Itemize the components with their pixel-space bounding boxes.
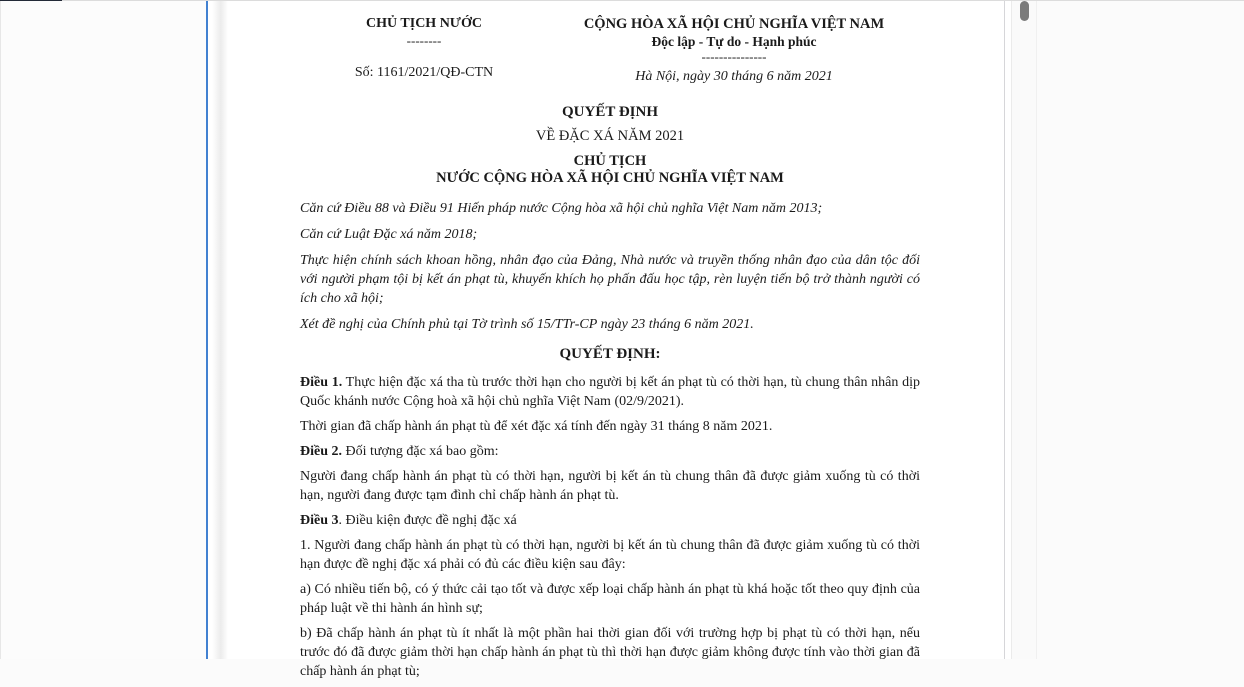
header-issuer-column: [300, 15, 548, 86]
national-title: CỘNG HÒA XÃ HỘI CHỦ NGHĨA VIỆT NAM: [583, 16, 885, 32]
authority-line-1: CHỦ TỊCH: [573, 153, 647, 169]
article-paragraph: [300, 511, 920, 530]
article-text: a) Có nhiều tiến bộ, có ý thức cải tạo tốt và được xếp loại chấp hành án phạt tù khá hoặc tốt theo quy định của pháp luật về thi hành án hình sự;: [300, 582, 920, 616]
article-text: Thời gian đã chấp hành án phạt tù để xét đặc xá tính đến ngày 31 tháng 8 năm 2021.: [300, 419, 773, 434]
decree-heading: QUYẾT ĐỊNH:: [559, 346, 661, 362]
article-text: Người đang chấp hành án phạt tù có thời hạn, người bị kết án tù chung thân đã được giảm xuống tù có thời hạn, người đang được tạm đình chỉ chấp hành án phạt tù.: [300, 469, 920, 503]
left-pane: [0, 1, 206, 659]
document-title-block: [300, 102, 920, 187]
article-paragraph: [300, 417, 920, 436]
document-number: Số: 1161/2021/QĐ-CTN: [354, 65, 494, 80]
article-lead: Điều 2.: [300, 444, 342, 459]
document-page: [208, 1, 1005, 679]
issuer-name: CHỦ TỊCH NƯỚC: [366, 16, 482, 31]
article-paragraph: [300, 536, 920, 574]
issuer-separator: --------: [406, 33, 442, 48]
preamble-section: [300, 199, 920, 334]
preamble-paragraph: Căn cứ Điều 88 và Điều 91 Hiến pháp nước Cộng hòa xã hội chủ nghĩa Việt Nam năm 2013;: [300, 201, 823, 216]
preamble-paragraph: Căn cứ Luật Đặc xá năm 2018;: [300, 227, 478, 242]
article-paragraph: [300, 373, 920, 411]
article-paragraph: [300, 624, 920, 681]
scrollbar-thumb[interactable]: [1020, 1, 1029, 21]
article-text: 1. Người đang chấp hành án phạt tù có thời hạn, người bị kết án tù chung thân đã được giảm xuống tù có thời hạn được đề nghị đặc xá phải có đủ các điều kiện sau đây:: [300, 538, 920, 572]
article-paragraph: [300, 467, 920, 505]
article-lead: Điều 3: [300, 513, 339, 528]
article-lead: Điều 1.: [300, 375, 343, 390]
authority-line-2: NƯỚC CỘNG HÒA XÃ HỘI CHỦ NGHĨA VIỆT NAM: [436, 170, 784, 186]
national-motto: Độc lập - Tự do - Hạnh phúc: [651, 34, 817, 49]
preamble-paragraph: Thực hiện chính sách khoan hồng, nhân đạo của Đảng, Nhà nước và truyền thống nhân đạo của dân tộc đối với người phạm tội bị kết án phạt tù, khuyến khích họ phấn đấu học tập, rèn luyện tiến bộ trở thành người có ích cho xã hội;: [300, 253, 920, 306]
authority-title: [300, 153, 920, 187]
article-paragraph: [300, 442, 920, 461]
article-paragraph: [300, 580, 920, 618]
place-date-line: Hà Nội, ngày 30 tháng 6 năm 2021: [635, 69, 833, 84]
page-left-shadow: [212, 1, 228, 659]
document-content: [300, 1, 920, 687]
motto-separator: ---------------: [701, 49, 767, 64]
article-text: Đối tượng đặc xá bao gồm:: [342, 444, 499, 459]
document-header: [300, 15, 920, 86]
article-text: b) Đã chấp hành án phạt tù ít nhất là một phần hai thời gian đối với trường hợp bị phạt tù có thời hạn, nếu trước đó đã được giảm thời hạn chấp hành án phạt tù thì thời hạn được giảm không được tính vào thời gian đã chấp hành án phạt tù;: [300, 626, 920, 679]
article-text: . Điều kiện được đề nghị đặc xá: [338, 513, 517, 528]
preamble-paragraph: Xét đề nghị của Chính phủ tại Tờ trình số 15/TTr-CP ngày 23 tháng 6 năm 2021.: [300, 317, 754, 332]
scrollbar-track[interactable]: [1011, 1, 1037, 659]
document-body: [300, 373, 920, 681]
doc-subject-title: VỀ ĐẶC XÁ NĂM 2021: [535, 128, 685, 144]
article-text: Thực hiện đặc xá tha tù trước thời hạn cho người bị kết án phạt tù có thời hạn, tù chung thân nhân dịp Quốc khánh nước Cộng hoà xã hội chủ nghĩa Việt Nam (02/9/2021).: [300, 375, 920, 409]
header-national-column: [548, 15, 920, 86]
doc-type-title: QUYẾT ĐỊNH: [562, 104, 658, 120]
